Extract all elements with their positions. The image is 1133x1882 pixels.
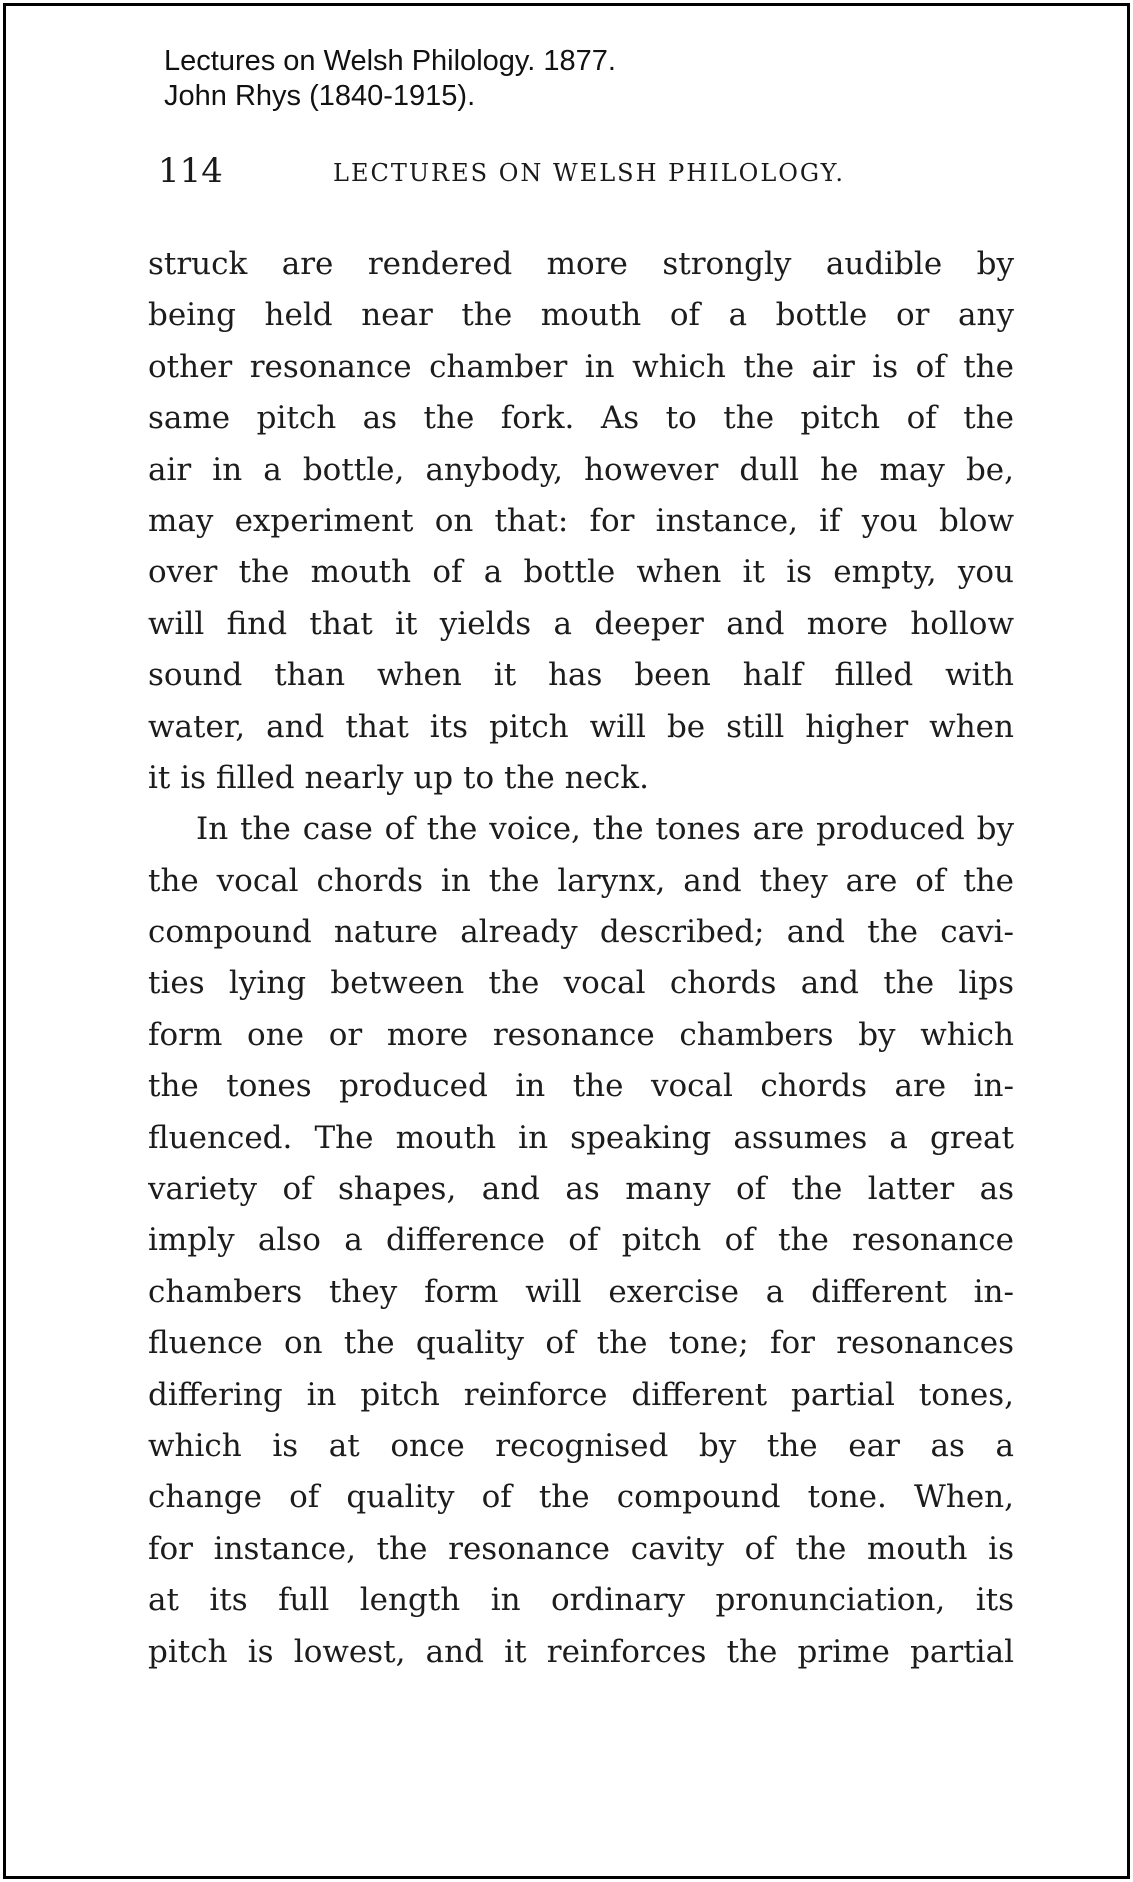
citation-title-line: Lectures on Welsh Philology. 1877. [164,45,616,77]
text-line: which is at once recognised by the ear as a [148,1427,1014,1464]
text-line: fluenced. The mouth in speaking assumes a great [148,1119,1014,1156]
running-head [158,149,878,193]
text-line: chambers they form will exercise a different in- [148,1273,1014,1310]
text-line: imply also a difference of pitch of the resonance [148,1222,1014,1259]
text-line: at its full length in ordinary pronunciation, its [148,1582,1014,1619]
text-line: may experiment on that: for instance, if you blow [148,502,1014,539]
text-line: other resonance chamber in which the air is of the [148,348,1014,385]
text-line: ties lying between the vocal chords and the lips [148,965,1014,1002]
text-line: change of quality of the compound tone. When, [148,1479,1014,1516]
text-line: sound than when it has been half filled with [148,657,1014,694]
text-line: pitch is lowest, and it reinforces the prime partial [148,1633,1014,1670]
text-line: air in a bottle, anybody, however dull he may be, [148,451,1014,488]
text-line: over the mouth of a bottle when it is empty, you [148,554,1014,591]
text-line: for instance, the resonance cavity of the mouth is [148,1530,1014,1567]
paragraph-end-line: it is filled nearly up to the neck. [148,759,649,796]
text-line: same pitch as the fork. As to the pitch of the [148,400,1014,437]
text-line: water, and that its pitch will be still higher when [148,708,1014,745]
text-line: being held near the mouth of a bottle or any [148,297,1014,334]
body-text [148,239,1014,1678]
paragraph-start-line: In the case of the voice, the tones are produced by [196,811,1014,848]
text-line: compound nature already described; and the cavi- [148,914,1014,951]
citation-author-line: John Rhys (1840-1915). [164,80,476,112]
text-line: form one or more resonance chambers by which [148,1016,1014,1053]
citation-note [164,44,616,114]
running-title: LECTURES ON WELSH PHILOLOGY. [333,159,846,187]
text-line: variety of shapes, and as many of the latter as [148,1171,1014,1208]
page-frame [3,3,1130,1879]
text-line: will find that it yields a deeper and more hollow [148,605,1014,642]
text-line: fluence on the quality of the tone; for resonances [148,1325,1014,1362]
text-line: the vocal chords in the larynx, and they are of the [148,862,1014,899]
page-number: 114 [158,151,223,191]
text-line: differing in pitch reinforce different partial tones, [148,1376,1014,1413]
text-line: struck are rendered more strongly audible by [148,246,1014,282]
text-line: the tones produced in the vocal chords are in- [148,1068,1014,1105]
